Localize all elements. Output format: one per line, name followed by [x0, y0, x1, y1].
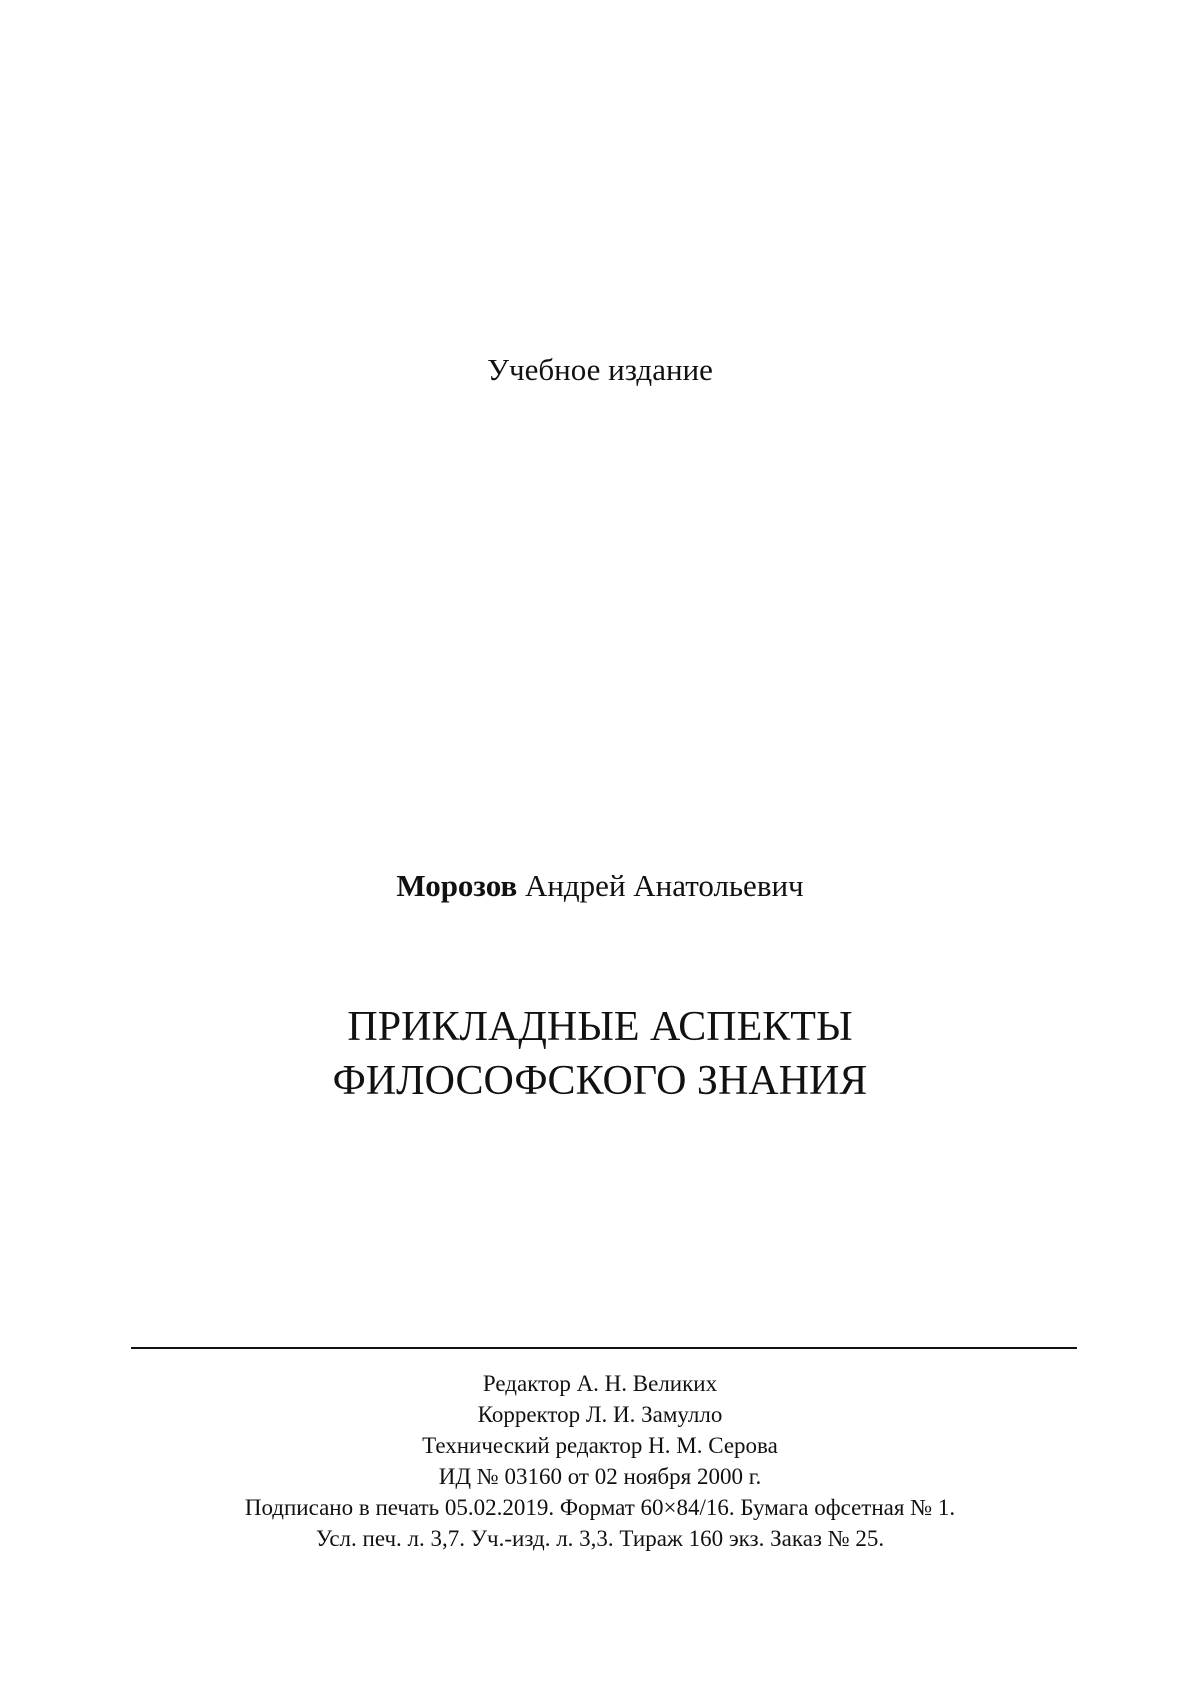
- imprint-license: ИД № 03160 от 02 ноября 2000 г.: [438, 1464, 762, 1489]
- edition-type-label: Учебное издание: [487, 352, 713, 387]
- imprint-divider: [131, 1347, 1077, 1349]
- book-title-line-1: ПРИКЛАДНЫЕ АСПЕКТЫ: [347, 1004, 853, 1050]
- imprint-block: [0, 1368, 1200, 1554]
- imprint-volume-details: Усл. печ. л. 3,7. Уч.-изд. л. 3,3. Тираж 160 экз. Заказ № 25.: [315, 1526, 885, 1551]
- imprint-editor: Редактор А. Н. Великих: [482, 1371, 718, 1396]
- author-surname: Морозов: [396, 868, 518, 903]
- book-title: [0, 1000, 1200, 1108]
- author-name: [0, 868, 1200, 904]
- imprint-proofreader: Корректор Л. И. Замулло: [477, 1402, 723, 1427]
- book-title-line-2: ФИЛОСОФСКОГО ЗНАНИЯ: [332, 1058, 868, 1104]
- imprint-technical-editor: Технический редактор Н. М. Серова: [422, 1433, 778, 1458]
- author-given-names: Андрей Анатольевич: [524, 868, 804, 903]
- imprint-print-details: Подписано в печать 05.02.2019. Формат 60×84/16. Бумага офсетная № 1.: [244, 1495, 956, 1520]
